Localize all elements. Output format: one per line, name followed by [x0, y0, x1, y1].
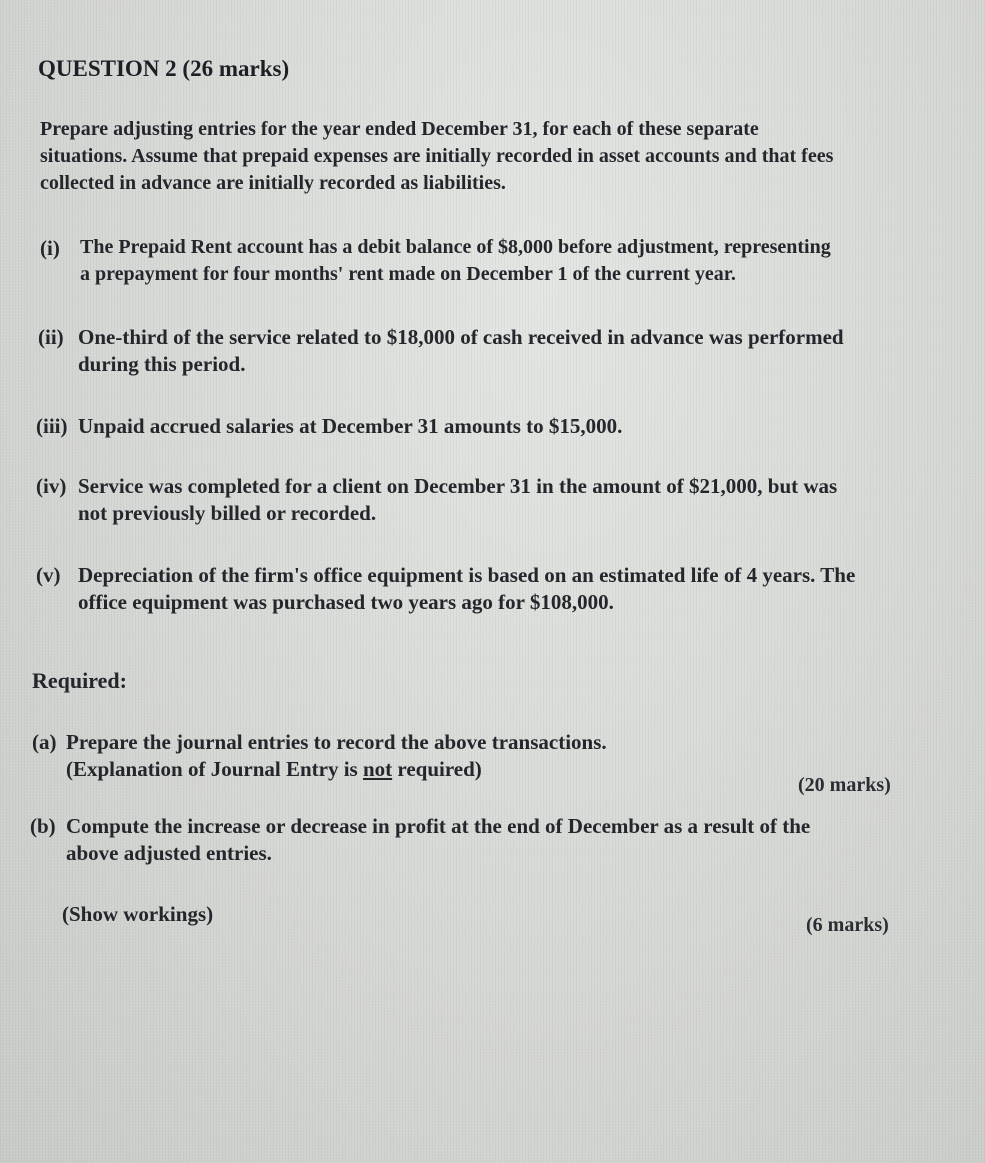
required-b-line-1: Compute the increase or decrease in profit at the end of December as a result of the — [66, 814, 811, 838]
item-i-line-2: a prepayment for four months' rent made on December 1 of the current year. — [80, 263, 736, 285]
required-b-marks: (6 marks) — [806, 914, 889, 936]
item-v-line-2: office equipment was purchased two years ago for $108,000. — [78, 590, 614, 614]
intro-line-1: Prepare adjusting entries for the year ended December 31, for each of these separate — [40, 118, 759, 140]
required-a-label: (a) — [32, 730, 57, 754]
required-a-line-2-pre: (Explanation of Journal Entry is — [66, 757, 363, 781]
item-v-line-1: Depreciation of the firm's office equipment is based on an estimated life of 4 years. The — [78, 563, 856, 587]
item-ii-label: (ii) — [38, 325, 64, 349]
item-iv-label: (iv) — [36, 474, 67, 498]
required-a-emphasis: not — [362, 757, 393, 781]
required-b-line-2: above adjusted entries. — [66, 841, 272, 865]
item-iv-line-1: Service was completed for a client on December 31 in the amount of $21,000, but was — [78, 474, 838, 498]
intro-line-2: situations. Assume that prepaid expenses are initially recorded in asset accounts and that fees — [40, 145, 834, 167]
item-ii-line-2: during this period. — [78, 352, 246, 376]
required-a-line-1: Prepare the journal entries to record the above transactions. — [66, 730, 607, 754]
item-ii-line-1: One-third of the service related to $18,000 of cash received in advance was performed — [78, 325, 844, 349]
required-a-marks: (20 marks) — [798, 774, 891, 796]
required-heading: Required: — [32, 668, 127, 693]
required-b-label: (b) — [30, 814, 56, 838]
item-iii-label: (iii) — [36, 414, 68, 438]
item-v-label: (v) — [36, 563, 61, 587]
required-a-line-2-post: required) — [392, 757, 482, 781]
item-iii-line-1: Unpaid accrued salaries at December 31 amounts to $15,000. — [78, 414, 623, 438]
intro-line-3: collected in advance are initially recorded as liabilities. — [40, 172, 506, 194]
required-a-line-2 — [66, 757, 482, 782]
question-title: QUESTION 2 (26 marks) — [38, 56, 290, 81]
item-i-line-1: The Prepaid Rent account has a debit balance of $8,000 before adjustment, representing — [80, 236, 831, 258]
item-iv-line-2: not previously billed or recorded. — [78, 501, 377, 525]
item-i-label: (i) — [40, 236, 60, 260]
required-b-workings: (Show workings) — [62, 902, 214, 926]
